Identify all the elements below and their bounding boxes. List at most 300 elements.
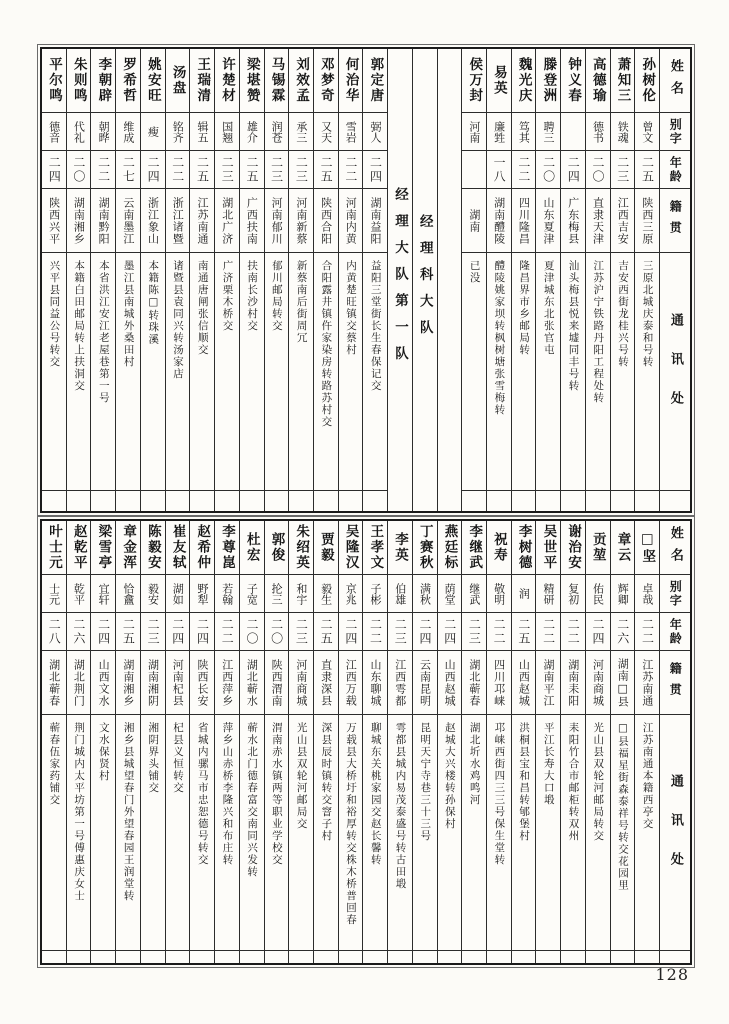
bottom-strip-cell xyxy=(635,491,659,511)
zi-cell: 廉甡 xyxy=(487,113,511,151)
person-column xyxy=(90,521,115,963)
person-column xyxy=(437,521,462,963)
person-column xyxy=(90,49,115,511)
native-place-cell: 湖南耒阳 xyxy=(561,651,585,715)
zi-cell: 若翰 xyxy=(215,575,239,613)
native-place-cell: 山东夏津 xyxy=(536,189,560,253)
column-header-age: 年龄 xyxy=(660,613,690,651)
address-cell: 墨江县南城外桑田村 xyxy=(116,253,140,491)
name-cell: 魏光庆 xyxy=(512,49,536,113)
person-column xyxy=(511,521,536,963)
bottom-strip-cell xyxy=(42,491,66,511)
bottom-strip-cell xyxy=(116,491,140,511)
age-cell: 二四 xyxy=(190,613,214,651)
zi-cell: 承三 xyxy=(289,113,313,151)
age-cell: 二三 xyxy=(215,151,239,189)
name-cell: 贡堃 xyxy=(586,521,610,575)
zi-cell: 士元 xyxy=(42,575,66,613)
zi-cell: 子宽 xyxy=(240,575,264,613)
age-cell: 二四 xyxy=(141,151,165,189)
name-cell: 汤盘 xyxy=(166,49,190,113)
zi-cell: 铁魂 xyxy=(611,113,635,151)
native-place-cell: 浙江象山 xyxy=(141,189,165,253)
age-cell: 二五 xyxy=(116,613,140,651)
age-cell: 二五 xyxy=(512,613,536,651)
address-cell: 本省洪江安江老屋巷第一号 xyxy=(91,253,115,491)
address-cell: 文水保贤村 xyxy=(91,715,115,951)
person-column xyxy=(313,49,338,511)
zi-cell: 京兆 xyxy=(339,575,363,613)
zi-cell: 卓哉 xyxy=(635,575,659,613)
address-cell: 江苏南通本籍西亭交 xyxy=(635,715,659,951)
native-place-cell: 湖北蕲春 xyxy=(42,651,66,715)
person-column xyxy=(585,521,610,963)
native-place-cell: 湖南□县 xyxy=(611,651,635,715)
age-cell: 二四 xyxy=(586,613,610,651)
age-cell: 二五 xyxy=(190,151,214,189)
name-cell: 李树德 xyxy=(512,521,536,575)
zi-cell: 德音 xyxy=(42,113,66,151)
age-cell xyxy=(462,151,486,189)
name-cell: 王瑞清 xyxy=(190,49,214,113)
section-label: 经理科大队 xyxy=(416,213,433,347)
native-place-cell: 河南内黄 xyxy=(339,189,363,253)
address-cell: 昆明天宁寺巷三十三号 xyxy=(413,715,437,951)
name-cell: 吴世平 xyxy=(536,521,560,575)
bottom-strip-cell xyxy=(487,951,511,963)
bottom-strip-cell xyxy=(190,951,214,963)
zi-cell: 国翘 xyxy=(215,113,239,151)
bottom-strip-cell xyxy=(363,951,387,963)
zi-cell: 瘦 xyxy=(141,113,165,151)
native-place-cell: 河南杞县 xyxy=(166,651,190,715)
bottom-strip-cell xyxy=(289,491,313,511)
person-column xyxy=(486,521,511,963)
bottom-strip-cell xyxy=(363,491,387,511)
address-cell: 诸暨县袁同兴转汤家店 xyxy=(166,253,190,491)
age-cell: 二二 xyxy=(487,613,511,651)
zi-cell: 毅生 xyxy=(314,575,338,613)
address-cell: 平江长寿大口塅 xyxy=(536,715,560,951)
address-cell: 夏津城东北张官屯 xyxy=(536,253,560,491)
native-place-cell: 湖南 xyxy=(462,189,486,253)
person-column xyxy=(264,49,289,511)
bottom-strip-cell xyxy=(561,491,585,511)
person-column xyxy=(387,521,412,963)
zi-cell: 雄介 xyxy=(240,113,264,151)
zi-cell: 笃其 xyxy=(512,113,536,151)
person-column xyxy=(66,49,91,511)
person-column xyxy=(634,49,659,511)
person-column xyxy=(412,521,437,963)
zi-cell: 荫堂 xyxy=(438,575,462,613)
age-cell: 二三 xyxy=(289,151,313,189)
name-cell: 祝寿 xyxy=(487,521,511,575)
bottom-strip-cell xyxy=(611,491,635,511)
person-column xyxy=(338,49,363,511)
person-column xyxy=(288,521,313,963)
name-cell: 李朝辟 xyxy=(91,49,115,113)
zi-cell: 满秋 xyxy=(413,575,437,613)
address-cell: 光山县双轮河邮局交 xyxy=(289,715,313,951)
zi-cell: 润 xyxy=(512,575,536,613)
name-cell: 李继武 xyxy=(462,521,486,575)
native-place-cell: 江苏南通 xyxy=(190,189,214,253)
column-header-zi: 别字 xyxy=(660,113,690,151)
address-cell: 杞县义恒转交 xyxy=(166,715,190,951)
person-column xyxy=(585,49,610,511)
bottom-strip-cell xyxy=(141,951,165,963)
age-cell: 二二 xyxy=(512,151,536,189)
age-cell: 二三 xyxy=(611,151,635,189)
native-place-cell: 山西文水 xyxy=(91,651,115,715)
age-cell: 二二 xyxy=(561,613,585,651)
zi-cell: 德书 xyxy=(586,113,610,151)
native-place-cell: 山西赵城 xyxy=(512,651,536,715)
native-place-cell: 湖南湘乡 xyxy=(116,651,140,715)
name-cell: 刘效孟 xyxy=(289,49,313,113)
age-cell: 二二 xyxy=(215,613,239,651)
zi-cell: 维成 xyxy=(116,113,140,151)
native-place-cell: 江苏南通 xyxy=(635,651,659,715)
address-cell: 洪桐县宝和昌转郇堡村 xyxy=(512,715,536,951)
name-cell: 易英 xyxy=(487,49,511,113)
zi-cell: 毅安 xyxy=(141,575,165,613)
name-cell: 孙树伦 xyxy=(635,49,659,113)
person-column xyxy=(610,49,635,511)
address-cell: 隆昌界市乡邮局转 xyxy=(512,253,536,491)
zi-cell: 和宇 xyxy=(289,575,313,613)
address-cell: 湖北圻水鸡鸣河 xyxy=(462,715,486,951)
zi-cell: 湖如 xyxy=(166,575,190,613)
native-place-cell: 湖南平江 xyxy=(536,651,560,715)
age-cell: 二三 xyxy=(462,613,486,651)
zi-cell: 代礼 xyxy=(67,113,91,151)
bottom-strip-cell xyxy=(289,951,313,963)
address-cell: □县福星街森泰祥号转交花园里 xyxy=(611,715,635,951)
name-cell: 朱绍英 xyxy=(289,521,313,575)
zi-cell: 弼人 xyxy=(363,113,387,151)
zi-cell: 辑五 xyxy=(190,113,214,151)
native-place-cell: 湖南黔阳 xyxy=(91,189,115,253)
age-cell: 二二 xyxy=(339,151,363,189)
bottom-strip-cell xyxy=(586,951,610,963)
address-cell: 合阳露井镇仵家染房转路苏村交 xyxy=(314,253,338,491)
name-cell: 章云 xyxy=(611,521,635,575)
name-cell: 赵乾平 xyxy=(67,521,91,575)
age-cell: 二五 xyxy=(240,151,264,189)
zi-cell: 辉卿 xyxy=(611,575,635,613)
zi-cell: 朝晔 xyxy=(91,113,115,151)
age-cell: 二四 xyxy=(438,613,462,651)
native-place-cell: 陕西兴平 xyxy=(42,189,66,253)
bottom-strip-cell xyxy=(462,491,486,511)
zi-cell: 精研 xyxy=(536,575,560,613)
age-cell: 二五 xyxy=(314,613,338,651)
bottom-strip-cell xyxy=(561,951,585,963)
person-column xyxy=(461,521,486,963)
name-cell: 姚安旺 xyxy=(141,49,165,113)
bottom-strip-cell xyxy=(166,951,190,963)
column-header-address: 通讯处 xyxy=(660,253,690,491)
native-place-cell: 河南新蔡 xyxy=(289,189,313,253)
column-header-native: 籍贯 xyxy=(660,651,690,715)
person-column xyxy=(535,521,560,963)
native-place-cell: 山东聊城 xyxy=(363,651,387,715)
address-cell: 雩都县城内易茂泰盛号转古田塅 xyxy=(388,715,412,951)
person-column xyxy=(288,49,313,511)
person-column xyxy=(239,521,264,963)
address-cell: 益阳三堂街长生春保记交 xyxy=(363,253,387,491)
person-column xyxy=(634,521,659,963)
native-place-cell: 广西扶南 xyxy=(240,189,264,253)
address-cell: 广济栗木桥交 xyxy=(215,253,239,491)
address-cell: 南通唐闸张信顺交 xyxy=(190,253,214,491)
zi-cell: 河南 xyxy=(462,113,486,151)
address-cell: 蕲水北门德春富交南同兴发转 xyxy=(240,715,264,951)
header-column xyxy=(659,521,690,963)
person-column xyxy=(189,521,214,963)
name-cell: □坚 xyxy=(635,521,659,575)
name-cell: 滕登洲 xyxy=(536,49,560,113)
age-cell: 二二 xyxy=(635,613,659,651)
native-place-cell: 江西吉安 xyxy=(611,189,635,253)
section-label: 经理大队第一队 xyxy=(392,187,409,373)
name-cell: 郭定唐 xyxy=(363,49,387,113)
name-cell: 赵希仲 xyxy=(190,521,214,575)
native-place-cell: 山西赵城 xyxy=(438,651,462,715)
name-cell: 平尔鸣 xyxy=(42,49,66,113)
native-place-cell: 江西万载 xyxy=(339,651,363,715)
person-column xyxy=(610,521,635,963)
address-cell: 汕头梅县悦来墟同丰号转 xyxy=(561,253,585,491)
bottom-strip-cell xyxy=(314,951,338,963)
name-cell: 杜宏 xyxy=(240,521,264,575)
address-cell: 郁川邮局转交 xyxy=(265,253,289,491)
name-cell: 叶士元 xyxy=(42,521,66,575)
zi-cell: 曾文 xyxy=(635,113,659,151)
person-column xyxy=(42,521,66,963)
spacer-column xyxy=(437,49,462,511)
native-place-cell: 湖北蕲春 xyxy=(462,651,486,715)
person-column xyxy=(239,49,264,511)
address-cell: 万载县大桥圩和裕厚转交株木桥普回春 xyxy=(339,715,363,951)
bottom-strip-cell xyxy=(240,491,264,511)
bottom-strip-cell xyxy=(586,491,610,511)
bottom-strip-cell xyxy=(265,491,289,511)
address-cell: 邛崃西街四三三号保生堂转 xyxy=(487,715,511,951)
address-cell: 蕲春伍家药铺交 xyxy=(42,715,66,951)
address-cell: 省城内骡马市忠恕德号转交 xyxy=(190,715,214,951)
age-cell: 二〇 xyxy=(536,151,560,189)
native-place-cell: 湖南醴陵 xyxy=(487,189,511,253)
bottom-strip-cell xyxy=(42,951,66,963)
address-cell: 三原北城庆泰和号转 xyxy=(635,253,659,491)
native-place-cell: 浙江诸暨 xyxy=(166,189,190,253)
zi-cell: 继武 xyxy=(462,575,486,613)
age-cell: 二五 xyxy=(314,151,338,189)
bottom-strip-cell xyxy=(660,951,690,963)
native-place-cell: 河南商城 xyxy=(289,651,313,715)
native-place-cell: 四川邛崃 xyxy=(487,651,511,715)
age-cell: 二六 xyxy=(611,613,635,651)
bottom-strip-cell xyxy=(215,491,239,511)
address-cell: 吉安西街龙桂兴号转 xyxy=(611,253,635,491)
zi-cell: 雪岩 xyxy=(339,113,363,151)
native-place-cell: 云南昆明 xyxy=(413,651,437,715)
bottom-strip-cell xyxy=(512,951,536,963)
bottom-strip-cell xyxy=(141,491,165,511)
name-cell: 何治华 xyxy=(339,49,363,113)
roster-table-bottom xyxy=(40,519,692,965)
age-cell: 二二 xyxy=(363,613,387,651)
section-column xyxy=(387,49,412,511)
person-column xyxy=(66,521,91,963)
age-cell: 二六 xyxy=(67,613,91,651)
native-place-cell: 江西萍乡 xyxy=(215,651,239,715)
address-cell: 已没 xyxy=(462,253,486,491)
bottom-strip-cell xyxy=(339,491,363,511)
name-cell: 李尊崑 xyxy=(215,521,239,575)
address-cell: 荆门城内太平坊第一号傅惠庆女士 xyxy=(67,715,91,951)
zi-cell: 野犁 xyxy=(190,575,214,613)
person-column xyxy=(165,49,190,511)
person-column xyxy=(313,521,338,963)
address-cell: 湘乡县城望春门外望春园王润堂转 xyxy=(116,715,140,951)
bottom-strip-cell xyxy=(611,951,635,963)
zi-cell: 敬明 xyxy=(487,575,511,613)
person-column xyxy=(115,521,140,963)
name-cell: 王孝文 xyxy=(363,521,387,575)
address-cell: 耒阳竹合市邮柜转双州 xyxy=(561,715,585,951)
column-header-native: 籍贯 xyxy=(660,189,690,253)
person-column xyxy=(214,521,239,963)
native-place-cell: 陕西渭南 xyxy=(265,651,289,715)
bottom-strip-cell xyxy=(91,491,115,511)
bottom-strip-cell xyxy=(536,491,560,511)
age-cell: 二四 xyxy=(363,151,387,189)
address-cell: 湘阴界头铺交 xyxy=(141,715,165,951)
person-column xyxy=(140,49,165,511)
name-cell: 郭俊 xyxy=(265,521,289,575)
age-cell: 二四 xyxy=(339,613,363,651)
age-cell: 二三 xyxy=(265,151,289,189)
bottom-strip-cell xyxy=(116,951,140,963)
person-column xyxy=(338,521,363,963)
age-cell: 二三 xyxy=(289,613,313,651)
name-cell: 燕廷标 xyxy=(438,521,462,575)
native-place-cell: 湖北荆门 xyxy=(67,651,91,715)
native-place-cell: 云南墨江 xyxy=(116,189,140,253)
address-cell: 醴陵姚家坝转枫树塘张雪梅转 xyxy=(487,253,511,491)
age-cell: 二〇 xyxy=(265,613,289,651)
native-place-cell: 四川隆昌 xyxy=(512,189,536,253)
column-header-name: 姓名 xyxy=(660,521,690,575)
person-column xyxy=(165,521,190,963)
name-cell: 罗希哲 xyxy=(116,49,140,113)
native-place-cell: 江西雩都 xyxy=(388,651,412,715)
address-cell: 江苏沪宁铁路丹阳工程处转 xyxy=(586,253,610,491)
zi-cell xyxy=(561,113,585,151)
zi-cell: 复初 xyxy=(561,575,585,613)
name-cell: 李英 xyxy=(388,521,412,575)
bottom-strip-cell xyxy=(190,491,214,511)
person-column xyxy=(560,49,585,511)
bottom-strip-cell xyxy=(67,951,91,963)
age-cell: 二八 xyxy=(42,613,66,651)
address-cell: 深县辰时镇转交窨子村 xyxy=(314,715,338,951)
age-cell: 二二 xyxy=(91,151,115,189)
address-cell: 萍乡山赤桥李隆兴和布庄转 xyxy=(215,715,239,951)
bottom-strip-cell xyxy=(166,491,190,511)
zi-cell: 恰盫 xyxy=(116,575,140,613)
bottom-strip-cell xyxy=(413,951,437,963)
address-cell: 本籍白田邮局转上扶洞交 xyxy=(67,253,91,491)
person-column xyxy=(362,49,387,511)
zi-cell: 伯雄 xyxy=(388,575,412,613)
zi-cell: 子彬 xyxy=(363,575,387,613)
person-column xyxy=(42,49,66,511)
native-place-cell: 湖北蕲水 xyxy=(240,651,264,715)
address-cell: 赵城大兴楼转孙保村 xyxy=(438,715,462,951)
person-column xyxy=(461,49,486,511)
name-cell: 朱则鸣 xyxy=(67,49,91,113)
native-place-cell: 湖南益阳 xyxy=(363,189,387,253)
age-cell: 二二 xyxy=(536,613,560,651)
address-cell: 内黄楚旺镇交蔡村 xyxy=(339,253,363,491)
address-cell: 光山县双轮河邮局转交 xyxy=(586,715,610,951)
native-place-cell: 广东梅县 xyxy=(561,189,585,253)
name-cell: 高德瑜 xyxy=(586,49,610,113)
roster-table-top xyxy=(40,47,692,513)
zi-cell: 佑民 xyxy=(586,575,610,613)
name-cell: 马锡霖 xyxy=(265,49,289,113)
native-place-cell: 直隶深县 xyxy=(314,651,338,715)
name-cell: 丁赛秋 xyxy=(413,521,437,575)
bottom-strip-cell xyxy=(339,951,363,963)
age-cell: 二三 xyxy=(141,613,165,651)
address-cell: 扶南长沙村交 xyxy=(240,253,264,491)
name-cell: 梁堪赞 xyxy=(240,49,264,113)
person-column xyxy=(214,49,239,511)
native-place-cell: 陕西合阳 xyxy=(314,189,338,253)
bottom-strip-cell xyxy=(536,951,560,963)
address-cell: 聊城东关桃家园交赵长馨转 xyxy=(363,715,387,951)
age-cell: 二〇 xyxy=(240,613,264,651)
zi-cell: 宜轩 xyxy=(91,575,115,613)
bottom-strip-cell xyxy=(512,491,536,511)
native-place-cell: 河南郁川 xyxy=(265,189,289,253)
bottom-strip-cell xyxy=(240,951,264,963)
zi-cell: 乾平 xyxy=(67,575,91,613)
page-number: 128 xyxy=(655,965,689,984)
age-cell: 一八 xyxy=(487,151,511,189)
age-cell: 二〇 xyxy=(586,151,610,189)
address-cell: 新蔡南后街周冗 xyxy=(289,253,313,491)
native-place-cell: 湖南湘乡 xyxy=(67,189,91,253)
address-cell: 兴平县同益公号转交 xyxy=(42,253,66,491)
age-cell: 二四 xyxy=(42,151,66,189)
address-cell: 渭南赤水镇两等职业学校交 xyxy=(265,715,289,951)
section-column xyxy=(412,49,437,511)
age-cell: 二四 xyxy=(561,151,585,189)
age-cell: 二三 xyxy=(388,613,412,651)
zi-cell: 铭齐 xyxy=(166,113,190,151)
person-column xyxy=(140,521,165,963)
column-header-age: 年龄 xyxy=(660,151,690,189)
person-column xyxy=(511,49,536,511)
bottom-strip-cell xyxy=(660,491,690,511)
